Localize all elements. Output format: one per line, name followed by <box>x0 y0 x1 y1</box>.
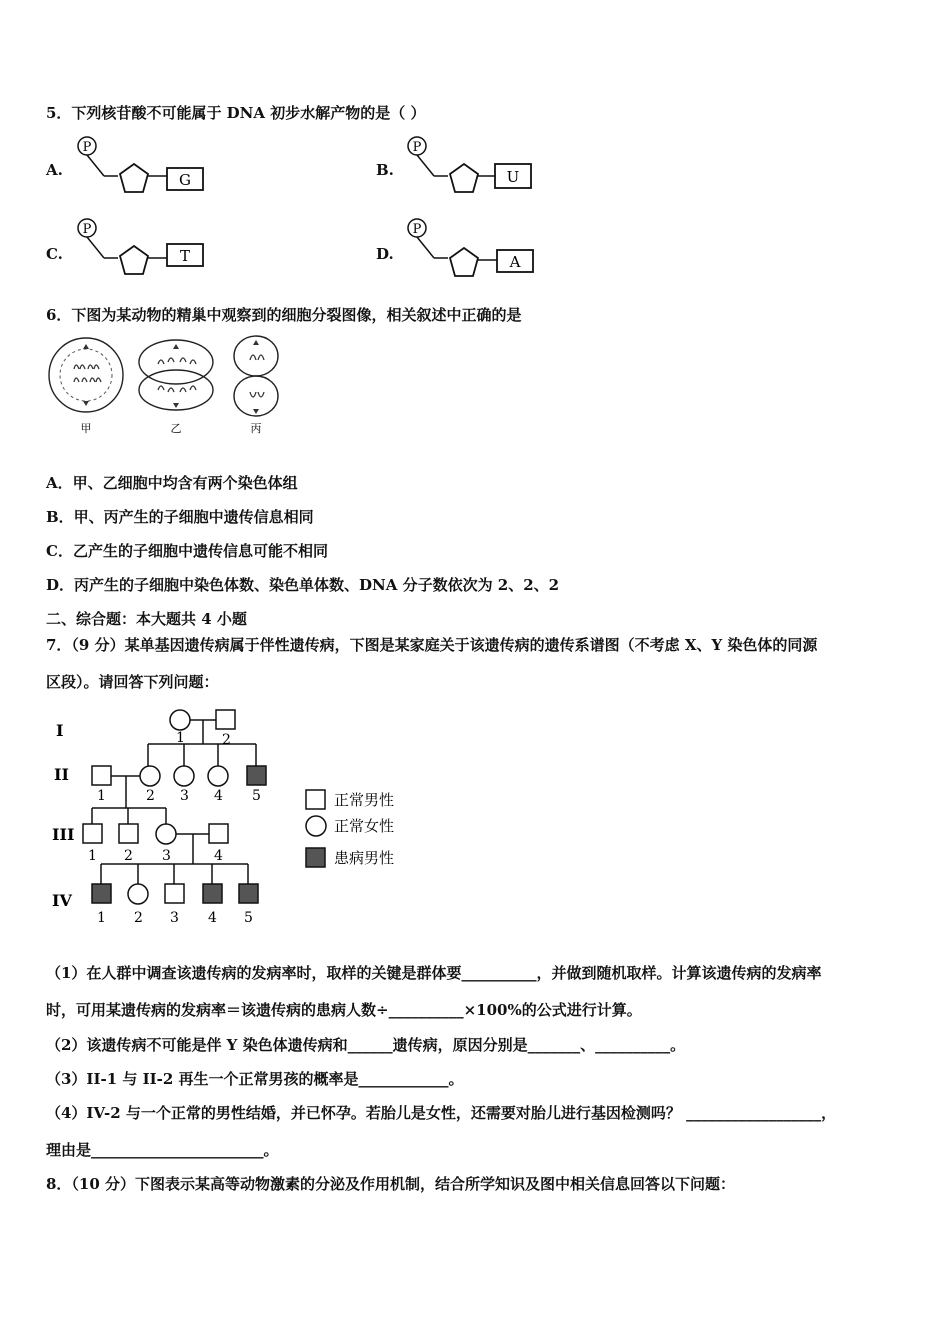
pedigree-num: 2 <box>134 910 143 926</box>
pedigree-num: 1 <box>88 848 97 864</box>
base-label: A <box>509 253 521 271</box>
pedigree-num: 4 <box>214 848 223 864</box>
cell-yi <box>139 340 213 410</box>
pedigree-num: 2 <box>222 732 231 748</box>
nucleotide-diagram-a <box>72 132 212 202</box>
base-label: U <box>506 168 520 186</box>
q7-stem-line1: 7．（9 分）某单基因遗传病属于伴性遗传病，下图是某家庭关于该遗传病的遗传系谱图（不考虑 X、Y 染色体的同源 <box>46 636 818 654</box>
q5-option-c-label[interactable]: C. <box>46 245 63 263</box>
phosphate-label: P <box>412 222 422 237</box>
q7-sub1-line1: （1）在人群中调查该遗传病的发病率时，取样的关键是群体要__________，并做到随机取样。计算该遗传病的发病率 <box>46 964 822 982</box>
q5-option-d-label[interactable]: D. <box>376 245 394 263</box>
pedigree-num: 2 <box>146 788 155 804</box>
legend-normal-female: 正常女性 <box>334 817 395 835</box>
pedigree-chart <box>46 700 426 930</box>
pedigree-num: 3 <box>162 848 171 864</box>
q6-option-b[interactable]: B．甲、丙产生的子细胞中遗传信息相同 <box>46 508 314 526</box>
phosphate-label: P <box>412 140 422 155</box>
pedigree-num: 3 <box>180 788 189 804</box>
base-label: G <box>179 171 191 189</box>
gen-label-i: I <box>56 721 64 740</box>
pedigree-num: 1 <box>176 730 185 746</box>
cell-division-figure <box>46 334 296 438</box>
q6-option-c[interactable]: C．乙产生的子细胞中遗传信息可能不相同 <box>46 542 328 560</box>
section-heading: 二、综合题：本大题共 4 小题 <box>46 610 247 628</box>
pedigree-num: 1 <box>97 788 106 804</box>
gen-label-iii: III <box>52 825 75 844</box>
q6-option-a[interactable]: A．甲、乙细胞中均含有两个染色体组 <box>46 474 298 492</box>
q6-option-d[interactable]: D．丙产生的子细胞中染色体数、染色单体数、DNA 分子数依次为 2、2、2 <box>46 576 560 594</box>
pedigree-num: 3 <box>170 910 179 926</box>
nucleotide-diagram-d <box>402 214 542 284</box>
q7-stem-line2: 区段）。请回答下列问题： <box>46 673 219 691</box>
q5-option-a-label[interactable]: A. <box>46 161 63 179</box>
cell-label-yi: 乙 <box>170 422 182 435</box>
cell-label-jia: 甲 <box>80 422 92 435</box>
pedigree-num: 4 <box>208 910 217 926</box>
base-label: T <box>179 247 191 265</box>
cell-bing <box>234 336 278 416</box>
pedigree-num: 2 <box>124 848 133 864</box>
q7-sub4-line2: 理由是_______________________。 <box>46 1141 279 1159</box>
q7-sub1-line2: 时，可用某遗传病的发病率＝该遗传病的患病人数÷__________×100%的公式进行计算。 <box>46 1001 642 1019</box>
cell-label-bing: 丙 <box>250 422 262 435</box>
legend-normal-male: 正常男性 <box>334 791 395 809</box>
q5-option-b-label[interactable]: B. <box>376 161 394 179</box>
q7-sub3: （3）II-1 与 II-2 再生一个正常男孩的概率是____________。 <box>46 1070 464 1088</box>
q6-stem: 6．下图为某动物的精巢中观察到的细胞分裂图像，相关叙述中正确的是 <box>46 306 522 324</box>
q7-sub2: （2）该遗传病不可能是伴 Y 染色体遗传病和______遗传病，原因分别是_______、__________。 <box>46 1036 686 1054</box>
gen-label-iv: IV <box>52 891 72 910</box>
phosphate-label: P <box>82 140 92 155</box>
q5-stem: 5．下列核苷酸不可能属于 DNA 初步水解产物的是（ ） <box>46 104 426 122</box>
legend-affected-male: 患病男性 <box>334 849 395 867</box>
pedigree-num: 5 <box>252 788 261 804</box>
pedigree-num: 4 <box>214 788 223 804</box>
pedigree-num: 5 <box>244 910 253 926</box>
cell-jia <box>49 338 123 412</box>
gen-label-ii: II <box>54 765 69 784</box>
phosphate-label: P <box>82 222 92 237</box>
nucleotide-diagram-b <box>402 132 542 202</box>
nucleotide-diagram-c <box>72 214 212 284</box>
pedigree-num: 1 <box>97 910 106 926</box>
q8-stem: 8．（10 分）下图表示某高等动物激素的分泌及作用机制，结合所学知识及图中相关信息回答以下问题： <box>46 1175 736 1193</box>
q7-sub4-line1: （4）IV-2 与一个正常的男性结婚，并已怀孕。若胎儿是女性，还需要对胎儿进行基因检测吗？ __________________， <box>46 1104 837 1122</box>
